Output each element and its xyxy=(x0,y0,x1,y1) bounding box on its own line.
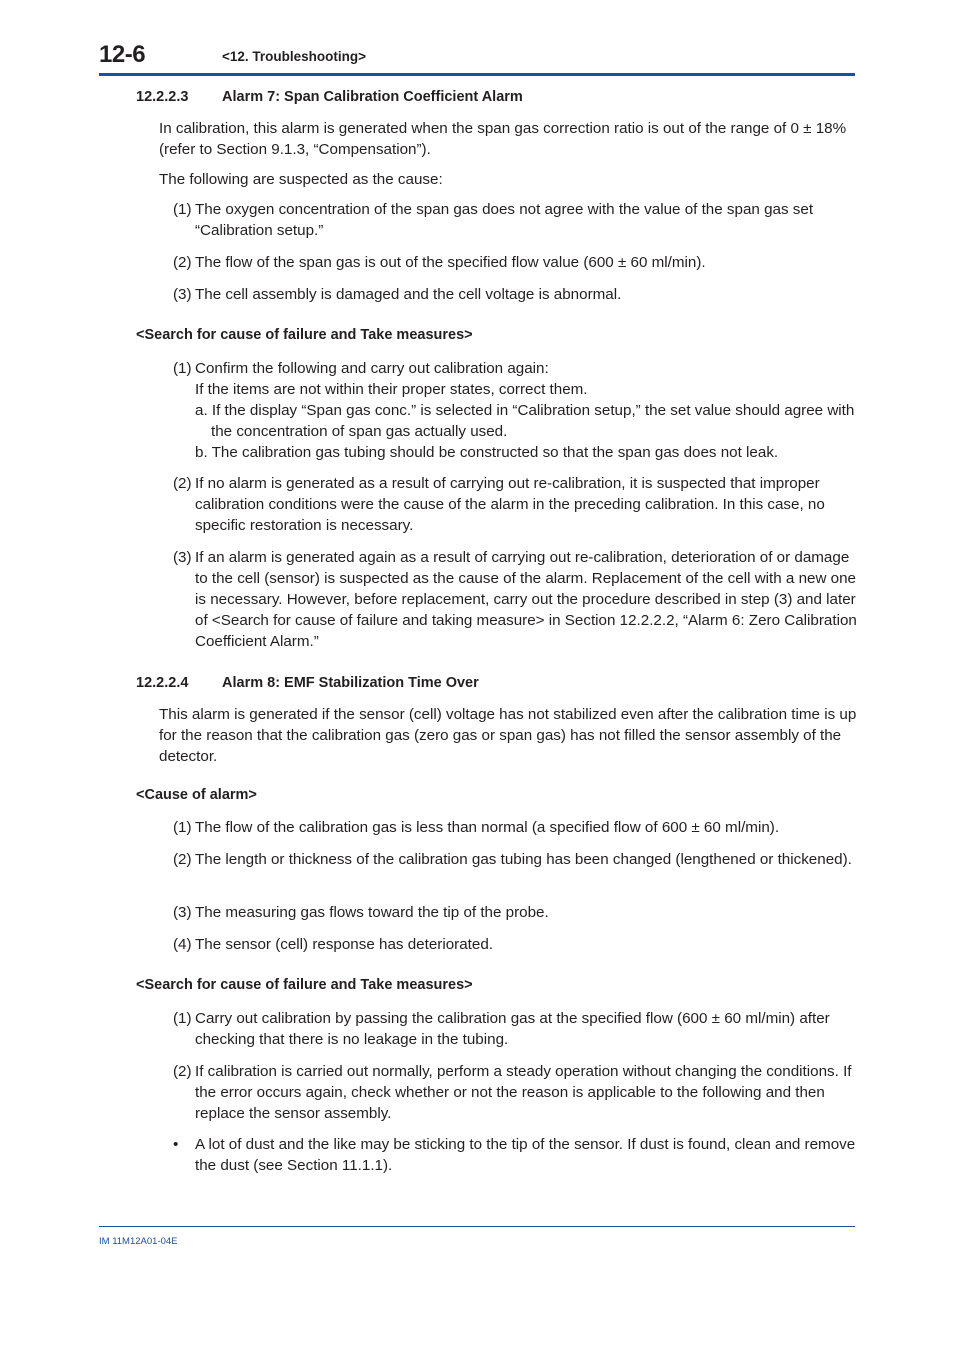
list-item-text: If the items are not within their proper states, correct them. xyxy=(195,381,588,398)
list-item-number: (2) xyxy=(173,1063,192,1080)
chapter-title: <12. Troubleshooting> xyxy=(222,49,367,64)
list-item xyxy=(173,473,858,536)
list-item-text: The sensor (cell) response has deteriorated. xyxy=(195,936,493,953)
section-title: Alarm 7: Span Calibration Coefficient Alarm xyxy=(222,89,523,105)
bullet-item xyxy=(173,1134,858,1176)
list-item-text: Confirm the following and carry out calibration again: xyxy=(195,360,549,377)
list-item xyxy=(173,934,858,955)
list-item xyxy=(173,817,858,838)
footer-rule xyxy=(99,1226,855,1227)
section-title: Alarm 8: EMF Stabilization Time Over xyxy=(222,675,479,691)
list-item xyxy=(173,252,858,273)
list-item-text: The flow of the calibration gas is less than normal (a specified flow of 600 ± 60 ml/min). xyxy=(195,819,780,836)
list-item-number: (2) xyxy=(173,254,192,271)
list-item-text: The length or thickness of the calibration gas tubing has been changed (lengthened or thickened). xyxy=(195,851,852,868)
list-item-number: (3) xyxy=(173,549,192,566)
cause-heading: <Cause of alarm> xyxy=(136,787,257,803)
list-item xyxy=(173,1061,858,1124)
measures-heading: <Search for cause of failure and Take measures> xyxy=(136,327,473,343)
list-item-text: If no alarm is generated as a result of carrying out re-calibration, it is suspected that improper calibration conditions were the cause of the alarm in the preceding calibration. In this case, no specific restoration is necessary. xyxy=(195,475,825,534)
list-item-number: (1) xyxy=(173,360,192,377)
section-number: 12.2.2.4 xyxy=(136,675,189,691)
list-item xyxy=(173,1008,858,1050)
bullet-icon: • xyxy=(173,1136,179,1153)
list-item-number: (3) xyxy=(173,286,192,303)
list-item-number: (2) xyxy=(173,851,192,868)
sub-item-a: a. If the display “Span gas conc.” is selected in “Calibration setup,” the set value should agree with the concentration of span gas actually used. xyxy=(195,402,855,440)
list-item xyxy=(173,849,858,870)
section-number: 12.2.2.3 xyxy=(136,89,189,105)
list-item xyxy=(173,547,858,652)
list-item-number: (1) xyxy=(173,201,192,218)
list-item xyxy=(173,358,858,463)
list-item-text: If calibration is carried out normally, perform a steady operation without changing the conditions. If the error occurs again, check whether or not the reason is applicable to the following and then replace the sensor assembly. xyxy=(195,1063,852,1122)
header-rule xyxy=(99,73,855,76)
measures-heading: <Search for cause of failure and Take measures> xyxy=(136,977,473,993)
list-item-text: If an alarm is generated again as a result of carrying out re-calibration, deterioration of or damage to the cell (sensor) is suspected as the cause of the alarm. Replacement of the cell with a new one is necessary. However, before replacement, carry out the procedure described in step (3) and later of <Search for cause of failure and taking measure> in Section 12.2.2.2, “Alarm 6: Zero Calibration Coefficient Alarm.” xyxy=(195,549,857,650)
page-number: 12-6 xyxy=(99,41,146,68)
list-item-number: (1) xyxy=(173,819,192,836)
document-code: IM 11M12A01-04E xyxy=(99,1236,178,1247)
list-item-text: The cell assembly is damaged and the cell voltage is abnormal. xyxy=(195,286,622,303)
list-item-text: The oxygen concentration of the span gas does not agree with the value of the span gas set “Calibration setup.” xyxy=(195,201,814,239)
list-item-text: The flow of the span gas is out of the specified flow value (600 ± 60 ml/min). xyxy=(195,254,706,271)
list-item-number: (2) xyxy=(173,475,192,492)
list-item-number: (4) xyxy=(173,936,192,953)
list-item-number: (3) xyxy=(173,904,192,921)
list-item-text: The measuring gas flows toward the tip of the probe. xyxy=(195,904,549,921)
sub-item-b: b. The calibration gas tubing should be constructed so that the span gas does not leak. xyxy=(195,444,779,461)
suspected-cause-text: The following are suspected as the cause: xyxy=(159,171,443,188)
list-item xyxy=(173,902,858,923)
section-intro: In calibration, this alarm is generated when the span gas correction ratio is out of the range of 0 ± 18% (refer to Section 9.1.3, “Compensation”). xyxy=(159,120,847,158)
list-item-text: A lot of dust and the like may be sticking to the tip of the sensor. If dust is found, clean and remove the dust (see Section 11.1.1). xyxy=(195,1136,856,1174)
list-item-text: Carry out calibration by passing the calibration gas at the specified flow (600 ± 60 ml/min) after checking that there is no leakage in the tubing. xyxy=(195,1010,830,1048)
list-item xyxy=(173,199,858,241)
list-item xyxy=(173,284,858,305)
list-item-number: (1) xyxy=(173,1010,192,1027)
section-intro: This alarm is generated if the sensor (cell) voltage has not stabilized even after the calibration time is up for the reason that the calibration gas (zero gas or span gas) has not filled the sensor assembly of the detector. xyxy=(159,706,857,765)
